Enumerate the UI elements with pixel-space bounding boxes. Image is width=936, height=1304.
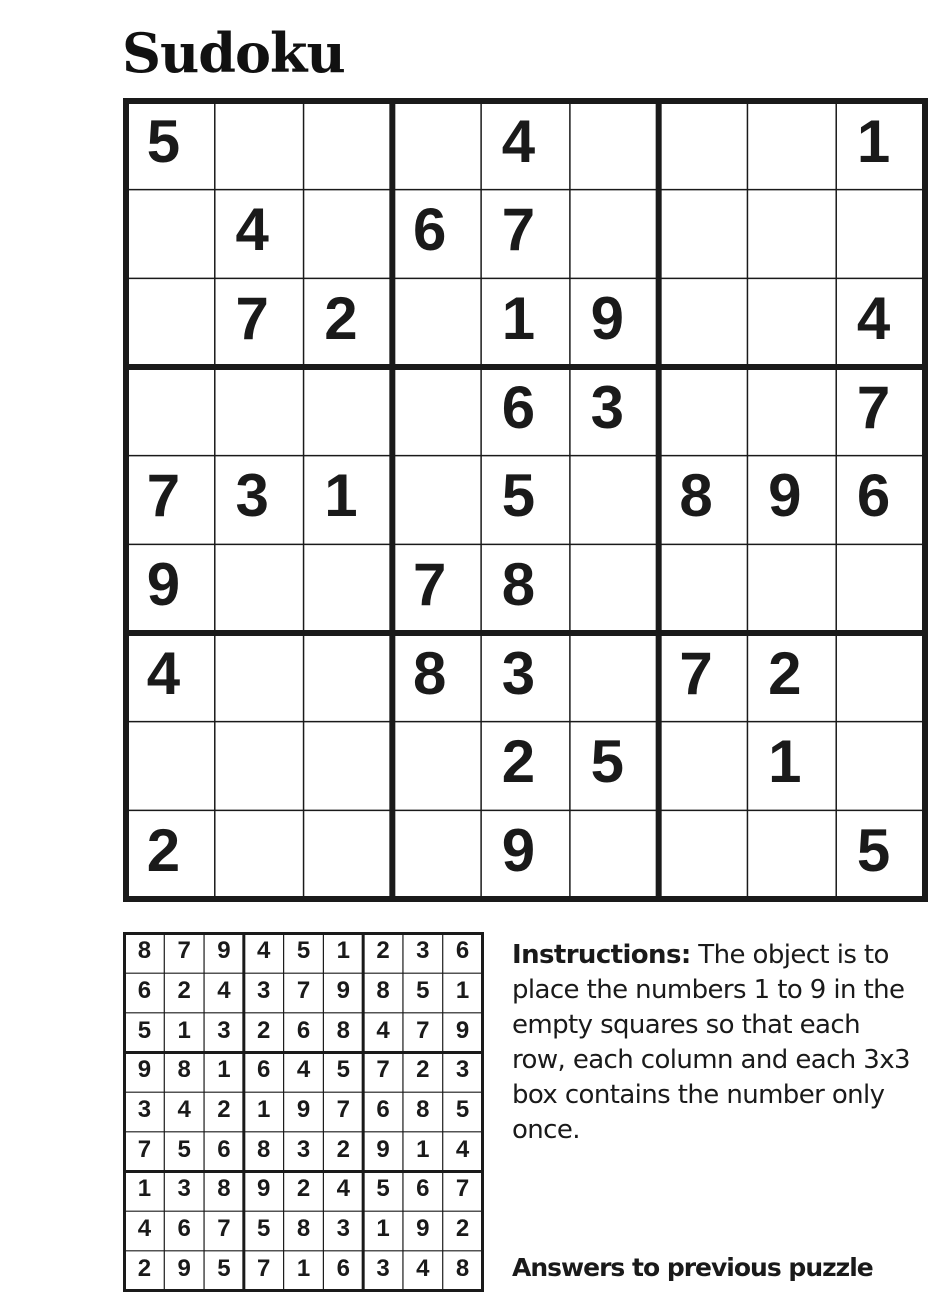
answer-cell-given: 7 [455, 1175, 470, 1203]
answer-cell-given: 4 [416, 1254, 430, 1282]
answer-cell-given: 9 [376, 1135, 390, 1163]
answer-cell-given: 4 [376, 1016, 390, 1044]
answer-cell-given: 3 [217, 1016, 231, 1044]
answer-cell-given: 5 [296, 937, 311, 965]
answer-cell-given: 7 [177, 937, 191, 965]
puzzle-cell-empty[interactable] [836, 718, 925, 807]
answer-cell-given: 5 [177, 1135, 191, 1163]
answer-cell-given: 5 [416, 976, 430, 1004]
puzzle-cell-empty[interactable] [570, 806, 659, 895]
puzzle-cell-given: 8 [413, 639, 447, 707]
puzzle-cell-given: 2 [324, 285, 358, 353]
puzzle-cell-given: 7 [235, 285, 269, 353]
answer-cell-given: 3 [416, 937, 430, 965]
puzzle-cell-empty[interactable] [570, 186, 659, 275]
puzzle-cell-given: 9 [146, 551, 181, 619]
answer-cell-given: 6 [296, 1016, 311, 1044]
answer-cell-given: 2 [217, 1095, 231, 1123]
instructions-body: The object is to place the numbers 1 to 9 in the empty squares so that each row, each column and each 3x3 box contains the number only once. [512, 940, 910, 1145]
puzzle-cell-empty[interactable] [747, 274, 836, 363]
puzzle-cell-empty[interactable] [392, 363, 481, 452]
answer-cell-given: 2 [416, 1056, 430, 1084]
answer-cell-given: 6 [336, 1254, 350, 1282]
puzzle-cell-given: 1 [856, 107, 891, 175]
puzzle-cell-empty[interactable] [659, 363, 748, 452]
puzzle-cell-given: 7 [146, 462, 181, 530]
puzzle-cell-empty[interactable] [215, 718, 304, 807]
puzzle-cell-empty[interactable] [304, 186, 393, 275]
puzzle-cell-given: 2 [501, 728, 536, 796]
answer-cell-given: 7 [137, 1135, 152, 1163]
answer-cell-given: 5 [257, 1214, 271, 1242]
puzzle-cell-empty[interactable] [304, 718, 393, 807]
puzzle-cell-given: 8 [679, 462, 713, 530]
puzzle-cell-empty[interactable] [836, 629, 925, 718]
puzzle-cell-empty[interactable] [570, 629, 659, 718]
answer-cell-given: 8 [416, 1095, 430, 1123]
answer-cell-given: 7 [257, 1254, 271, 1282]
page-title: Sudoku [122, 21, 345, 85]
answer-cell-given: 3 [257, 976, 271, 1004]
answer-cell-given: 4 [177, 1095, 191, 1123]
answer-cell-given: 7 [376, 1056, 390, 1084]
puzzle-cell-empty[interactable] [215, 806, 304, 895]
answer-cell-given: 9 [336, 976, 350, 1004]
puzzle-cell-empty[interactable] [570, 452, 659, 541]
puzzle-cell-empty[interactable] [747, 540, 836, 629]
puzzle-cell-given: 4 [856, 285, 891, 353]
puzzle-cell-empty[interactable] [392, 452, 481, 541]
answer-cell-given: 4 [257, 937, 271, 965]
puzzle-cell-given: 1 [324, 462, 358, 530]
answer-cell-given: 9 [296, 1095, 311, 1123]
puzzle-cell-given: 8 [501, 551, 536, 619]
puzzle-cell-empty[interactable] [747, 806, 836, 895]
puzzle-cell-given: 5 [146, 107, 181, 175]
answer-cell-given: 5 [336, 1056, 350, 1084]
puzzle-cell-empty[interactable] [659, 186, 748, 275]
answer-cell-given: 5 [137, 1016, 152, 1044]
puzzle-cell-given: 9 [501, 817, 536, 885]
answer-cell-given: 4 [217, 976, 231, 1004]
answer-cell-given: 8 [177, 1056, 191, 1084]
answer-cell-given: 9 [217, 937, 231, 965]
answer-cell-given: 1 [257, 1095, 271, 1123]
answer-cell-given: 9 [137, 1056, 152, 1084]
answer-cell-given: 7 [416, 1016, 430, 1044]
answer-cell-given: 8 [336, 1016, 350, 1044]
puzzle-cell-empty[interactable] [126, 718, 215, 807]
puzzle-cell-empty[interactable] [747, 186, 836, 275]
answer-cell-given: 1 [336, 937, 350, 965]
answer-cell-given: 2 [336, 1135, 350, 1163]
answer-cell-given: 3 [296, 1135, 311, 1163]
answer-cell-given: 1 [217, 1056, 231, 1084]
answer-cell-given: 5 [455, 1095, 470, 1123]
answer-cell-given: 1 [137, 1175, 152, 1203]
answer-cell-given: 3 [177, 1175, 191, 1203]
puzzle-cell-empty[interactable] [747, 97, 836, 186]
puzzle-cell-empty[interactable] [836, 186, 925, 275]
answer-cell-given: 6 [455, 937, 470, 965]
puzzle-cell-given: 6 [501, 373, 536, 441]
answer-cell-given: 6 [177, 1214, 191, 1242]
puzzle-cell-given: 3 [590, 373, 624, 441]
answer-cell-given: 2 [296, 1175, 311, 1203]
puzzle-cell-empty[interactable] [392, 97, 481, 186]
puzzle-cell-given: 5 [856, 817, 891, 885]
puzzle-cell-empty[interactable] [392, 274, 481, 363]
answer-cell-given: 8 [217, 1175, 231, 1203]
answer-cell-given: 2 [376, 937, 390, 965]
puzzle-cell-empty[interactable] [215, 363, 304, 452]
puzzle-cell-empty[interactable] [215, 540, 304, 629]
answer-cell-given: 3 [376, 1254, 390, 1282]
puzzle-cell-given: 3 [235, 462, 269, 530]
answer-cell-given: 1 [455, 976, 470, 1004]
answer-cell-given: 2 [455, 1214, 470, 1242]
puzzle-cell-empty[interactable] [836, 540, 925, 629]
puzzle-cell-empty[interactable] [304, 806, 393, 895]
answer-cell-given: 3 [336, 1214, 350, 1242]
answer-cell-given: 9 [416, 1214, 430, 1242]
answer-cell-given: 3 [137, 1095, 152, 1123]
instructions-label: Instructions: [512, 940, 691, 970]
puzzle-cell-empty[interactable] [392, 718, 481, 807]
puzzle-cell-given: 1 [768, 728, 802, 796]
answer-cell-given: 5 [376, 1175, 390, 1203]
puzzle-cell-given: 6 [413, 196, 447, 264]
answer-cell-given: 4 [336, 1175, 350, 1203]
puzzle-cell-given: 5 [590, 728, 624, 796]
puzzle-cell-given: 7 [413, 551, 447, 619]
answer-cell-given: 2 [137, 1254, 152, 1282]
puzzle-cell-given: 7 [679, 639, 713, 707]
answer-cell-given: 8 [257, 1135, 271, 1163]
answer-cell-given: 7 [217, 1214, 231, 1242]
puzzle-cell-given: 7 [856, 373, 891, 441]
puzzle-cell-given: 7 [501, 196, 536, 264]
puzzle-cell-empty[interactable] [126, 363, 215, 452]
answer-cell-given: 6 [416, 1175, 430, 1203]
puzzle-cell-empty[interactable] [659, 806, 748, 895]
answer-cell-given: 6 [376, 1095, 390, 1123]
puzzle-cell-given: 2 [146, 817, 181, 885]
puzzle-cell-empty[interactable] [570, 540, 659, 629]
answer-cell-given: 6 [257, 1056, 271, 1084]
answer-cell-given: 7 [296, 976, 311, 1004]
puzzle-cell-given: 6 [856, 462, 891, 530]
answer-cell-given: 8 [376, 976, 390, 1004]
puzzle-cell-empty[interactable] [126, 186, 215, 275]
answer-cell-given: 5 [217, 1254, 231, 1282]
answer-cell-given: 9 [177, 1254, 191, 1282]
puzzle-cell-empty[interactable] [215, 97, 304, 186]
puzzle-cell-empty[interactable] [659, 540, 748, 629]
answer-cell-given: 2 [257, 1016, 271, 1044]
answer-cell-given: 4 [296, 1056, 311, 1084]
answer-cell-given: 8 [296, 1214, 311, 1242]
puzzle-cell-empty[interactable] [126, 274, 215, 363]
puzzle-cell-given: 9 [590, 285, 624, 353]
puzzle-cell-given: 4 [501, 107, 536, 175]
puzzle-cell-empty[interactable] [304, 629, 393, 718]
answer-cell-given: 6 [217, 1135, 231, 1163]
puzzle-cell-given: 4 [235, 196, 269, 264]
puzzle-cell-given: 4 [146, 639, 181, 707]
answer-cell-given: 9 [455, 1016, 470, 1044]
puzzle-cell-empty[interactable] [304, 97, 393, 186]
previous-answers-grid [123, 932, 484, 1292]
answer-cell-given: 1 [376, 1214, 390, 1242]
instructions-text [512, 938, 912, 1148]
answer-cell-given: 1 [296, 1254, 311, 1282]
answer-cell-given: 9 [257, 1175, 271, 1203]
answer-cell-given: 1 [416, 1135, 430, 1163]
puzzle-cell-given: 1 [501, 285, 536, 353]
answers-caption: Answers to previous puzzle [512, 1253, 873, 1282]
answer-cell-given: 8 [137, 937, 152, 965]
puzzle-cell-empty[interactable] [747, 363, 836, 452]
puzzle-cell-empty[interactable] [659, 274, 748, 363]
puzzle-cell-empty[interactable] [304, 540, 393, 629]
puzzle-cell-given: 3 [501, 639, 536, 707]
puzzle-cell-given: 2 [768, 639, 802, 707]
answer-cell-given: 6 [137, 976, 152, 1004]
puzzle-cell-empty[interactable] [304, 363, 393, 452]
answer-cell-given: 8 [455, 1254, 470, 1282]
puzzle-cell-given: 5 [501, 462, 536, 530]
puzzle-cell-given: 9 [768, 462, 802, 530]
puzzle-cell-empty[interactable] [659, 718, 748, 807]
answer-cell-given: 4 [455, 1135, 470, 1163]
answer-cell-given: 2 [177, 976, 191, 1004]
answer-cell-given: 4 [137, 1214, 152, 1242]
puzzle-cell-empty[interactable] [392, 806, 481, 895]
puzzle-cell-empty[interactable] [215, 629, 304, 718]
puzzle-cell-empty[interactable] [659, 97, 748, 186]
sudoku-puzzle-grid [123, 98, 928, 902]
answer-cell-given: 3 [455, 1056, 470, 1084]
puzzle-cell-empty[interactable] [570, 97, 659, 186]
answer-cell-given: 1 [177, 1016, 191, 1044]
answer-cell-given: 7 [336, 1095, 350, 1123]
